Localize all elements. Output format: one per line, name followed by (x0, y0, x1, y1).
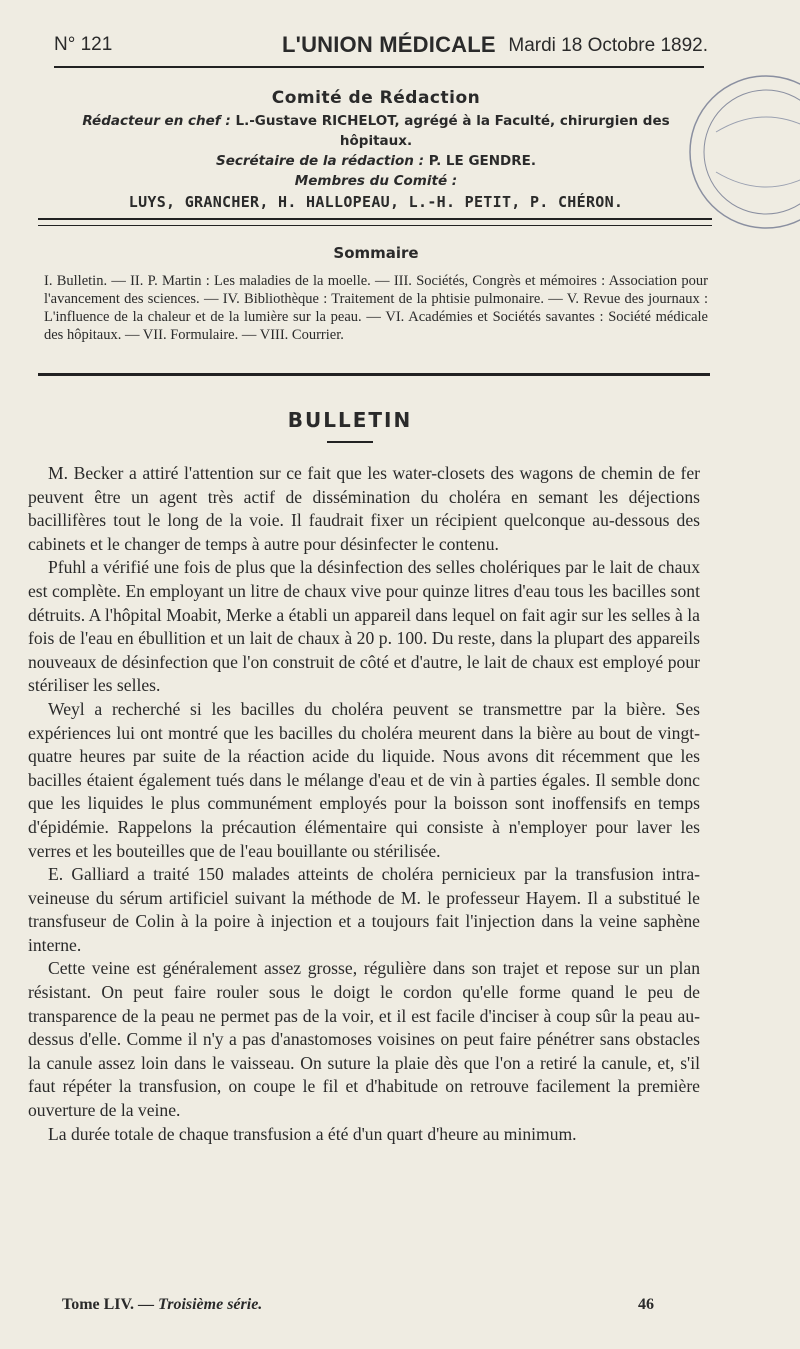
secretary-label: Secrétaire de la rédaction : (215, 153, 424, 169)
editor-name: L.-Gustave RICHELOT, agrégé à la Faculté, chirurgien des hôpitaux. (235, 113, 670, 149)
table-of-contents (44, 244, 708, 344)
secretary-name: P. LE GENDRE. (428, 153, 537, 169)
paragraph: M. Becker a attiré l'attention sur ce fait que les water-closets des wagons de chemin de fer peuvent être un agent très actif de dissémination du choléra en semant les déjections bacillifères tout le long de la voie. Il faudrait fixer un récipient quelconque au-dessous des cabinets et le changer de temps à autre pour désinfecter le contenu. (28, 463, 700, 554)
issue-date: Mardi 18 Octobre 1892. (508, 35, 708, 56)
editor-label: Rédacteur en chef : (82, 113, 231, 129)
bulletin-body (28, 462, 700, 1146)
sommaire-title: Sommaire (333, 244, 419, 262)
issue-number: N° 121 (54, 34, 113, 55)
committee-members: LUYS, GRANCHER, H. HALLOPEAU, L.-H. PETIT, P. CHÉRON. (128, 193, 624, 211)
editor-in-chief (44, 111, 708, 151)
paragraph: E. Galliard a traité 150 malades atteints de choléra pernicieux par la transfusion intra-veineuse du sérum artificiel suivant la méthode de M. le professeur Hayem. Il a substitué le transfuseur de Colin à la poire à injection et a toujours fait l'injection dans la veine saphène interne. (28, 864, 700, 955)
committee-rule (38, 218, 712, 226)
page-number: 46 (638, 1296, 654, 1313)
journal-title: L'UNION MÉDICALE (282, 32, 496, 57)
series: Troisième série. (158, 1296, 263, 1313)
paragraph: Cette veine est généralement assez grosse, régulière dans son trajet et repose sur un plan résistant. On peut faire rouler sous le doigt le cordon qu'elle forme quand le peu de transparence de la peau ne permet pas de la voir, et il est facile d'inciser à coup sûr la peau au-dessus d'elle. Comme il n'y a pas d'anastomoses voisines on peut faire pénétrer sans obstacles la canule assez loin dans le vaisseau. On suture la plaie dès que l'on a retiré la canule, et, s'il faut répéter la transfusion, on coupe le fil et d'habitude on retrouve facilement la première ouverture de la veine. (28, 958, 700, 1121)
bulletin-heading: BULLETIN (287, 408, 413, 432)
paragraph: Weyl a recherché si les bacilles du choléra peuvent se transmettre par la bière. Ses expériences lui ont montré que les bacilles du choléra meurent dans la bière au bout de vingt-quatre heures par suite de la réaction acide du liquide. Nous avons dit récemment que les bacilles étaient également tués dans le mélange d'eau et de vin à parties égales. Il semble donc que les liquides le plus communément employés pour la boisson sont inoffensifs en temps d'épidémie. Rappelons la précaution élémentaire qui consiste à n'employer pour laver les verres et les bouteilles que de l'eau bouillante ou stérilisée. (28, 698, 700, 861)
sommaire-text: I. Bulletin. — II. P. Martin : Les maladies de la moelle. — III. Sociétés, Congrès et mémoires : Association pour l'avancement des sciences. — IV. Bibliothèque : Traitement de la phtisie pulmonaire. — V. Revue des journaux : L'influence de la chaleur et de la lumière sur la peau. — VI. Académies et Sociétés savantes : Société médicale des hôpitaux. — VII. Formulaire. — VIII. Courrier. (44, 273, 708, 343)
paragraph: Pfuhl a vérifié une fois de plus que la désinfection des selles cholériques par le lait de chaux est complète. En employant un litre de chaux vive pour quinze litres d'eau tous les bacilles sont détruits. A l'hôpital Moabit, Merke a établi un appareil dans lequel on fait agir sur les selles à la fois de l'eau en ébullition et un lait de chaux à 20 p. 100. Du reste, dans la plupart des appareils nouveaux de désinfection que l'on construit de côté et d'autre, le lait de chaux est employé pour stériliser les selles. (28, 557, 700, 696)
committee-title: Comité de Rédaction (271, 88, 481, 108)
volume-series (62, 1296, 262, 1314)
page-header (54, 30, 708, 64)
header-rule (54, 66, 704, 68)
bulletin-rule (327, 441, 373, 443)
volume: Tome LIV. — (62, 1296, 155, 1313)
editorial-committee (44, 88, 708, 211)
sommaire-rule (38, 373, 710, 376)
secretary (44, 151, 708, 171)
paragraph: La durée totale de chaque transfusion a été d'un quart d'heure au minimum. (48, 1123, 577, 1144)
page-footer (62, 1296, 654, 1318)
members-label: Membres du Comité : (294, 173, 458, 189)
